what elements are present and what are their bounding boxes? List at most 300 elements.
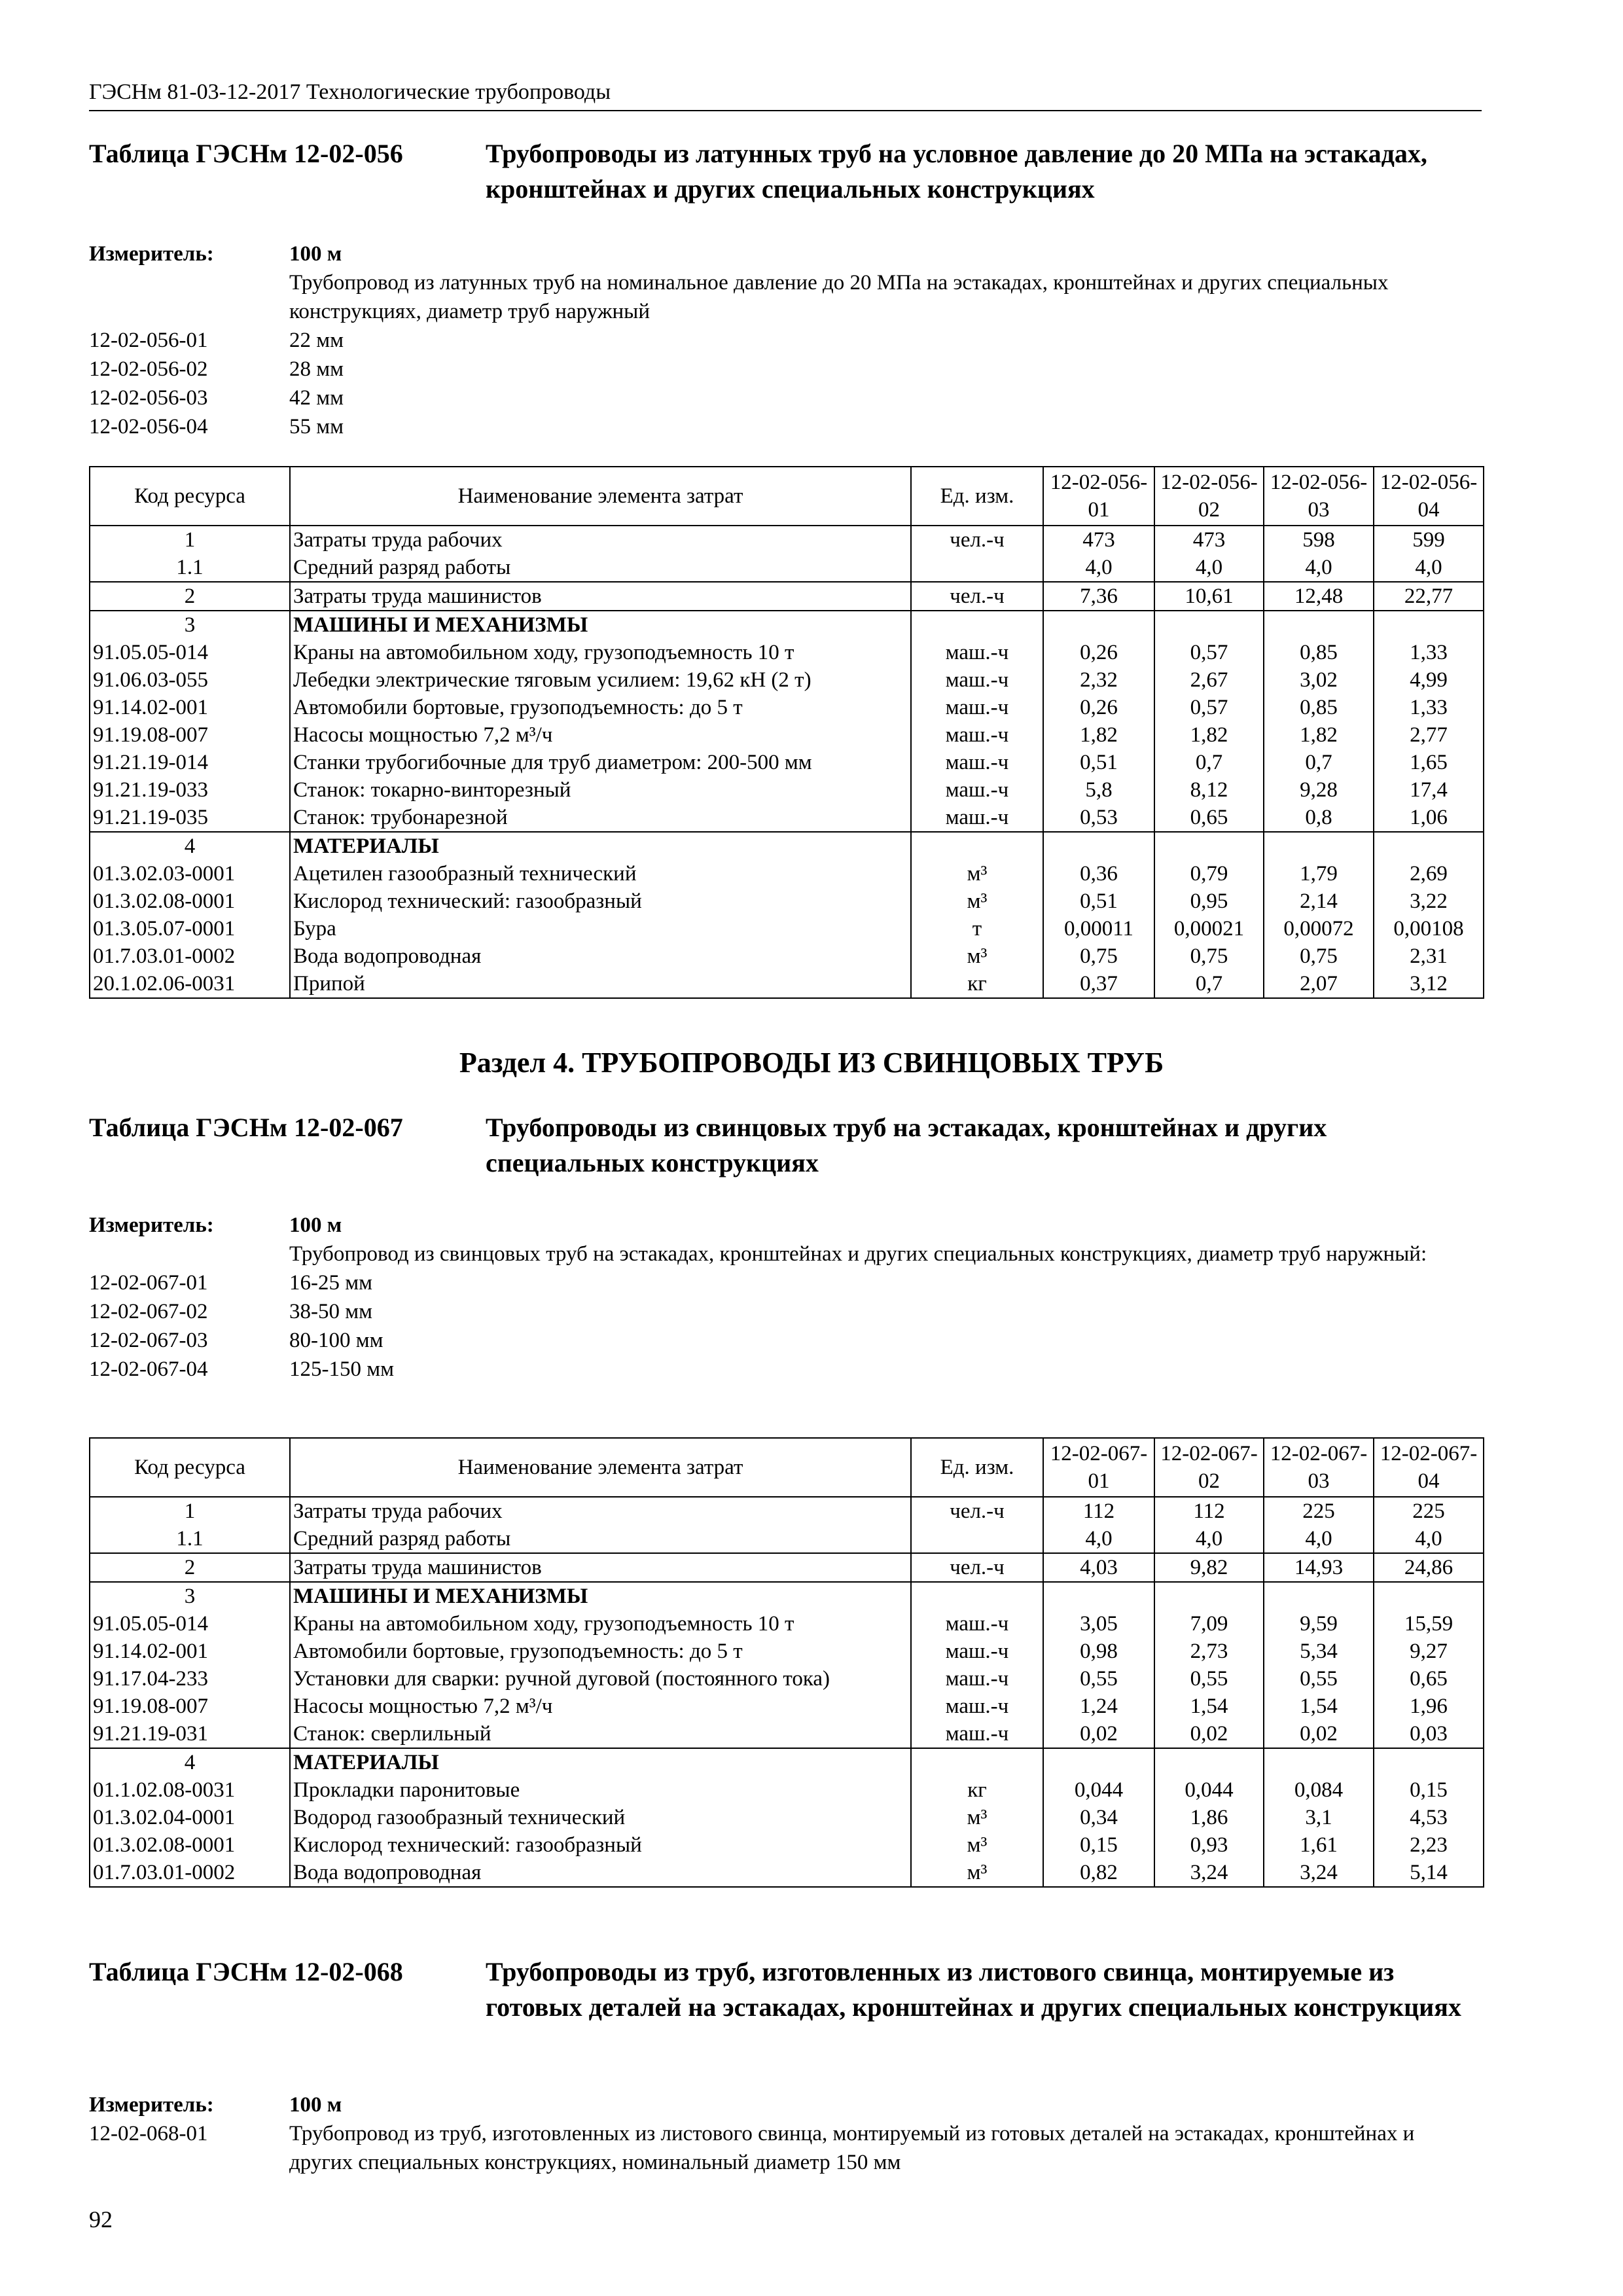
col-header-variant: 12-02-067-04 (1374, 1438, 1484, 1497)
col-header-unit: Ед. изм. (911, 467, 1043, 526)
value-cell: 4,53 (1374, 1804, 1484, 1831)
value-cell (1264, 1748, 1374, 1776)
table-row (90, 1497, 1484, 1525)
value-cell (1374, 1582, 1484, 1610)
value-cell: 0,02 (1154, 1720, 1264, 1748)
value-cell: 1,86 (1154, 1804, 1264, 1831)
unit-cell: кг (911, 1776, 1043, 1804)
table-row (90, 1748, 1484, 1776)
resource-code-cell: 01.1.02.08-0031 (90, 1776, 290, 1804)
unit-cell: маш.-ч (911, 1665, 1043, 1693)
value-cell: 0,75 (1264, 942, 1374, 970)
variant-value: 16-25 мм (289, 1271, 373, 1295)
value-cell: 3,24 (1154, 1859, 1264, 1887)
unit-cell: маш.-ч (911, 1720, 1043, 1748)
meter-description: Трубопровод из свинцовых труб на эстакадах, кронштейнах и других специальных конструкциях, диаметр труб наружный: (289, 1242, 1427, 1266)
table-row (90, 1804, 1484, 1831)
unit-cell (911, 1525, 1043, 1553)
running-header: ГЭСНм 81-03-12-2017 Технологические трубопроводы (89, 77, 1482, 111)
meter-label: Измеритель: (89, 2093, 214, 2117)
variant-code: 12-02-067-04 (89, 1357, 208, 1381)
value-cell (1043, 832, 1154, 860)
value-cell: 8,12 (1154, 776, 1264, 804)
resource-name-cell: Насосы мощностью 7,2 м³/ч (290, 1693, 911, 1720)
table-068-title: Трубопроводы из труб, изготовленных из листового свинца, монтируемые из готовых деталей на эстакадах, кронштейнах и других специальных конструкциях (486, 1957, 1461, 2022)
resource-name-cell: Затраты труда рабочих (290, 526, 911, 554)
resource-code-cell: 2 (90, 1553, 290, 1582)
value-cell (1043, 1582, 1154, 1610)
value-cell: 0,02 (1264, 1720, 1374, 1748)
unit-cell: маш.-ч (911, 721, 1043, 749)
table-067-meter (89, 1211, 1482, 1384)
value-cell: 3,12 (1374, 970, 1484, 998)
col-header-variant: 12-02-056-02 (1154, 467, 1264, 526)
value-cell: 10,61 (1154, 582, 1264, 611)
value-cell: 473 (1154, 526, 1264, 554)
value-cell: 0,85 (1264, 694, 1374, 721)
resource-name-cell: Станок: токарно-винторезный (290, 776, 911, 804)
unit-cell: маш.-ч (911, 749, 1043, 776)
table-header-row (90, 467, 1484, 526)
table-row (90, 1831, 1484, 1859)
value-cell: 112 (1154, 1497, 1264, 1525)
table-row (90, 942, 1484, 970)
value-cell (1154, 611, 1264, 639)
value-cell: 7,36 (1043, 582, 1154, 611)
value-cell: 4,0 (1374, 1525, 1484, 1553)
unit-cell (911, 832, 1043, 860)
value-cell: 1,54 (1154, 1693, 1264, 1720)
resource-code-cell: 2 (90, 582, 290, 611)
col-header-unit: Ед. изм. (911, 1438, 1043, 1497)
meter-value: 100 м (289, 242, 342, 266)
table-row (90, 1525, 1484, 1553)
unit-cell: маш.-ч (911, 694, 1043, 721)
value-cell: 4,0 (1264, 554, 1374, 582)
value-cell: 22,77 (1374, 582, 1484, 611)
value-cell: 4,99 (1374, 666, 1484, 694)
value-cell: 5,34 (1264, 1638, 1374, 1665)
resource-name-cell: Установки для сварки: ручной дуговой (постоянного тока) (290, 1665, 911, 1693)
value-cell: 0,7 (1264, 749, 1374, 776)
table-row (90, 915, 1484, 942)
section-title: Раздел 4. ТРУБОПРОВОДЫ ИЗ СВИНЦОВЫХ ТРУБ (459, 1047, 1164, 1079)
value-cell: 1,65 (1374, 749, 1484, 776)
table-row (90, 1776, 1484, 1804)
unit-cell: маш.-ч (911, 639, 1043, 666)
page-number: 92 (89, 2206, 113, 2233)
resource-code-cell: 91.19.08-007 (90, 721, 290, 749)
unit-cell: м³ (911, 860, 1043, 888)
col-header-code: Код ресурса (90, 1438, 290, 1497)
value-cell: 0,85 (1264, 639, 1374, 666)
value-cell: 1,82 (1154, 721, 1264, 749)
unit-cell: т (911, 915, 1043, 942)
table-row (90, 582, 1484, 611)
unit-cell (911, 611, 1043, 639)
value-cell: 1,82 (1043, 721, 1154, 749)
resource-name-cell: Насосы мощностью 7,2 м³/ч (290, 721, 911, 749)
resource-code-cell: 01.3.02.03-0001 (90, 860, 290, 888)
resource-name-cell: Бура (290, 915, 911, 942)
table-row (90, 804, 1484, 832)
value-cell: 2,73 (1154, 1638, 1264, 1665)
value-cell: 14,93 (1264, 1553, 1374, 1582)
unit-cell: маш.-ч (911, 666, 1043, 694)
variant-code: 12-02-067-03 (89, 1329, 208, 1352)
value-cell: 1,61 (1264, 1831, 1374, 1859)
value-cell (1154, 1582, 1264, 1610)
table-row (90, 1665, 1484, 1693)
value-cell: 2,69 (1374, 860, 1484, 888)
resource-code-cell: 4 (90, 1748, 290, 1776)
unit-cell: чел.-ч (911, 1497, 1043, 1525)
meter-description: Трубопровод из труб, изготовленных из листового свинца, монтируемый из готовых деталей на эстакадах, кронштейнах и других специальных конструкциях, номинальный диаметр 150 мм (289, 2122, 1415, 2174)
resource-name-cell: Станок: сверлильный (290, 1720, 911, 1748)
resource-table-056 (89, 466, 1484, 999)
variant-value: 28 мм (289, 357, 344, 381)
value-cell: 0,51 (1043, 888, 1154, 915)
resource-name-cell: Автомобили бортовые, грузоподъемность: до 5 т (290, 694, 911, 721)
resource-code-cell: 91.21.19-033 (90, 776, 290, 804)
resource-name-cell: МАТЕРИАЛЫ (290, 1748, 911, 1776)
value-cell: 2,67 (1154, 666, 1264, 694)
table-row (90, 526, 1484, 554)
table-row (90, 666, 1484, 694)
unit-cell (911, 1748, 1043, 1776)
resource-code-cell: 3 (90, 1582, 290, 1610)
value-cell: 3,24 (1264, 1859, 1374, 1887)
variant-code: 12-02-056-03 (89, 386, 208, 410)
value-cell (1043, 611, 1154, 639)
resource-name-cell: Припой (290, 970, 911, 998)
unit-cell: маш.-ч (911, 804, 1043, 832)
value-cell (1264, 832, 1374, 860)
value-cell: 0,57 (1154, 694, 1264, 721)
resource-code-cell: 4 (90, 832, 290, 860)
value-cell: 473 (1043, 526, 1154, 554)
resource-name-cell: МАТЕРИАЛЫ (290, 832, 911, 860)
table-row (90, 860, 1484, 888)
resource-code-cell: 1 (90, 526, 290, 554)
value-cell: 0,00108 (1374, 915, 1484, 942)
variant-code: 12-02-056-01 (89, 329, 208, 352)
resource-name-cell: Краны на автомобильном ходу, грузоподъемность 10 т (290, 1610, 911, 1638)
value-cell: 4,0 (1043, 1525, 1154, 1553)
resource-name-cell: Средний разряд работы (290, 554, 911, 582)
variant-value: 42 мм (289, 386, 344, 410)
value-cell: 0,53 (1043, 804, 1154, 832)
resource-code-cell: 01.3.02.04-0001 (90, 1804, 290, 1831)
resource-name-cell: Краны на автомобильном ходу, грузоподъемность 10 т (290, 639, 911, 666)
value-cell: 0,93 (1154, 1831, 1264, 1859)
resource-code-cell: 91.19.08-007 (90, 1693, 290, 1720)
value-cell: 2,77 (1374, 721, 1484, 749)
table-row (90, 1693, 1484, 1720)
resource-table-067 (89, 1437, 1484, 1888)
resource-name-cell: Прокладки паронитовые (290, 1776, 911, 1804)
col-header-name: Наименование элемента затрат (290, 467, 911, 526)
unit-cell: м³ (911, 1859, 1043, 1887)
col-header-code: Код ресурса (90, 467, 290, 526)
variant-value: 55 мм (289, 415, 344, 439)
value-cell: 0,79 (1154, 860, 1264, 888)
resource-code-cell: 1 (90, 1497, 290, 1525)
value-cell: 0,00011 (1043, 915, 1154, 942)
value-cell (1374, 611, 1484, 639)
resource-code-cell: 1.1 (90, 554, 290, 582)
unit-cell: кг (911, 970, 1043, 998)
value-cell: 4,0 (1154, 1525, 1264, 1553)
col-header-variant: 12-02-067-03 (1264, 1438, 1374, 1497)
resource-code-cell: 1.1 (90, 1525, 290, 1553)
table-body (90, 1497, 1484, 1887)
value-cell: 1,33 (1374, 694, 1484, 721)
value-cell: 15,59 (1374, 1610, 1484, 1638)
meter-value: 100 м (289, 1213, 342, 1237)
resource-code-cell: 01.7.03.01-0002 (90, 942, 290, 970)
col-header-variant: 12-02-056-03 (1264, 467, 1374, 526)
value-cell: 0,15 (1374, 1776, 1484, 1804)
resource-code-cell: 3 (90, 611, 290, 639)
value-cell (1264, 611, 1374, 639)
resource-name-cell: Водород газообразный технический (290, 1804, 911, 1831)
value-cell: 2,23 (1374, 1831, 1484, 1859)
value-cell: 4,0 (1264, 1525, 1374, 1553)
value-cell: 598 (1264, 526, 1374, 554)
table-row (90, 611, 1484, 639)
value-cell (1043, 1748, 1154, 1776)
table-row (90, 554, 1484, 582)
value-cell: 0,7 (1154, 970, 1264, 998)
value-cell: 9,59 (1264, 1610, 1374, 1638)
resource-code-cell: 91.21.19-035 (90, 804, 290, 832)
table-067-title: Трубопроводы из свинцовых труб на эстакадах, кронштейнах и других специальных конструкциях (486, 1113, 1327, 1177)
resource-code-cell: 91.21.19-014 (90, 749, 290, 776)
resource-code-cell: 91.17.04-233 (90, 1665, 290, 1693)
resource-code-cell: 01.3.05.07-0001 (90, 915, 290, 942)
table-row (90, 1610, 1484, 1638)
value-cell: 4,0 (1154, 554, 1264, 582)
resource-code-cell: 91.06.03-055 (90, 666, 290, 694)
resource-name-cell: Ацетилен газообразный технический (290, 860, 911, 888)
unit-cell: чел.-ч (911, 526, 1043, 554)
value-cell: 0,98 (1043, 1638, 1154, 1665)
meter-description: Трубопровод из латунных труб на номинальное давление до 20 МПа на эстакадах, кронштейнах и других специальных конструкциях, диаметр труб наружный (289, 271, 1389, 323)
value-cell: 1,82 (1264, 721, 1374, 749)
value-cell: 1,54 (1264, 1693, 1374, 1720)
value-cell: 9,27 (1374, 1638, 1484, 1665)
value-cell: 0,00072 (1264, 915, 1374, 942)
resource-name-cell: МАШИНЫ И МЕХАНИЗМЫ (290, 611, 911, 639)
table-067-code: Таблица ГЭСНм 12-02-067 (89, 1113, 403, 1142)
variant-value: 80-100 мм (289, 1329, 383, 1352)
table-row (90, 1582, 1484, 1610)
value-cell: 0,55 (1154, 1665, 1264, 1693)
value-cell: 0,57 (1154, 639, 1264, 666)
value-cell: 225 (1374, 1497, 1484, 1525)
value-cell: 4,0 (1374, 554, 1484, 582)
value-cell (1154, 832, 1264, 860)
value-cell: 1,96 (1374, 1693, 1484, 1720)
value-cell: 9,82 (1154, 1553, 1264, 1582)
value-cell: 0,26 (1043, 694, 1154, 721)
table-row (90, 1859, 1484, 1887)
value-cell: 0,15 (1043, 1831, 1154, 1859)
resource-name-cell: Вода водопроводная (290, 942, 911, 970)
value-cell: 0,8 (1264, 804, 1374, 832)
value-cell (1154, 1748, 1264, 1776)
resource-name-cell: Затраты труда рабочих (290, 1497, 911, 1525)
table-row (90, 639, 1484, 666)
resource-code-cell: 91.14.02-001 (90, 1638, 290, 1665)
col-header-variant: 12-02-067-02 (1154, 1438, 1264, 1497)
value-cell: 2,07 (1264, 970, 1374, 998)
value-cell: 0,084 (1264, 1776, 1374, 1804)
value-cell: 0,65 (1154, 804, 1264, 832)
value-cell: 112 (1043, 1497, 1154, 1525)
resource-code-cell: 91.21.19-031 (90, 1720, 290, 1748)
value-cell: 2,31 (1374, 942, 1484, 970)
value-cell: 0,26 (1043, 639, 1154, 666)
table-row (90, 694, 1484, 721)
resource-code-cell: 01.3.02.08-0001 (90, 888, 290, 915)
table-068-code: Таблица ГЭСНм 12-02-068 (89, 1957, 403, 1986)
variant-value: 38-50 мм (289, 1300, 373, 1323)
value-cell: 12,48 (1264, 582, 1374, 611)
resource-code-cell: 20.1.02.06-0031 (90, 970, 290, 998)
value-cell: 4,0 (1043, 554, 1154, 582)
col-header-variant: 12-02-067-01 (1043, 1438, 1154, 1497)
resource-name-cell: Станки трубогибочные для труб диаметром: 200-500 мм (290, 749, 911, 776)
unit-cell (911, 1582, 1043, 1610)
value-cell: 2,32 (1043, 666, 1154, 694)
table-row (90, 970, 1484, 998)
table-row (90, 1720, 1484, 1748)
table-068-meter (89, 2090, 1482, 2177)
unit-cell: чел.-ч (911, 1553, 1043, 1582)
value-cell: 225 (1264, 1497, 1374, 1525)
value-cell: 5,14 (1374, 1859, 1484, 1887)
value-cell: 0,02 (1043, 1720, 1154, 1748)
resource-name-cell: Кислород технический: газообразный (290, 1831, 911, 1859)
value-cell: 0,03 (1374, 1720, 1484, 1748)
table-056-meter (89, 240, 1482, 441)
value-cell: 9,28 (1264, 776, 1374, 804)
resource-name-cell: Затраты труда машинистов (290, 582, 911, 611)
value-cell: 24,86 (1374, 1553, 1484, 1582)
col-header-name: Наименование элемента затрат (290, 1438, 911, 1497)
value-cell: 0,044 (1154, 1776, 1264, 1804)
resource-name-cell: МАШИНЫ И МЕХАНИЗМЫ (290, 1582, 911, 1610)
value-cell: 0,51 (1043, 749, 1154, 776)
value-cell: 0,00021 (1154, 915, 1264, 942)
resource-name-cell: Станок: трубонарезной (290, 804, 911, 832)
col-header-variant: 12-02-056-01 (1043, 467, 1154, 526)
meter-label: Измеритель: (89, 242, 214, 266)
table-056-title: Трубопроводы из латунных труб на условное давление до 20 МПа на эстакадах, кронштейнах и других специальных конструкциях (486, 139, 1427, 204)
value-cell: 1,79 (1264, 860, 1374, 888)
value-cell: 0,044 (1043, 1776, 1154, 1804)
unit-cell: маш.-ч (911, 1610, 1043, 1638)
resource-code-cell: 01.3.02.08-0001 (90, 1831, 290, 1859)
table-056-code: Таблица ГЭСНм 12-02-056 (89, 139, 403, 168)
value-cell: 0,55 (1043, 1665, 1154, 1693)
resource-code-cell: 01.7.03.01-0002 (90, 1859, 290, 1887)
value-cell: 0,37 (1043, 970, 1154, 998)
value-cell (1374, 1748, 1484, 1776)
meter-value: 100 м (289, 2093, 342, 2117)
value-cell: 1,33 (1374, 639, 1484, 666)
table-row (90, 721, 1484, 749)
value-cell: 2,14 (1264, 888, 1374, 915)
unit-cell: маш.-ч (911, 776, 1043, 804)
resource-code-cell: 91.05.05-014 (90, 639, 290, 666)
variant-code: 12-02-068-01 (89, 2122, 208, 2145)
table-row (90, 749, 1484, 776)
value-cell: 0,65 (1374, 1665, 1484, 1693)
value-cell: 1,24 (1043, 1693, 1154, 1720)
value-cell: 3,1 (1264, 1804, 1374, 1831)
value-cell: 0,34 (1043, 1804, 1154, 1831)
unit-cell: маш.-ч (911, 1638, 1043, 1665)
value-cell (1264, 1582, 1374, 1610)
value-cell: 3,02 (1264, 666, 1374, 694)
value-cell: 7,09 (1154, 1610, 1264, 1638)
resource-name-cell: Средний разряд работы (290, 1525, 911, 1553)
unit-cell: м³ (911, 1804, 1043, 1831)
variant-code: 12-02-067-01 (89, 1271, 208, 1295)
value-cell: 0,36 (1043, 860, 1154, 888)
table-row (90, 888, 1484, 915)
value-cell: 4,03 (1043, 1553, 1154, 1582)
value-cell: 17,4 (1374, 776, 1484, 804)
value-cell: 0,75 (1154, 942, 1264, 970)
value-cell: 0,55 (1264, 1665, 1374, 1693)
unit-cell: м³ (911, 1831, 1043, 1859)
variant-code: 12-02-056-02 (89, 357, 208, 381)
unit-cell: маш.-ч (911, 1693, 1043, 1720)
value-cell: 0,95 (1154, 888, 1264, 915)
table-row (90, 1553, 1484, 1582)
value-cell: 599 (1374, 526, 1484, 554)
variant-value: 125-150 мм (289, 1357, 395, 1381)
unit-cell: м³ (911, 942, 1043, 970)
value-cell: 5,8 (1043, 776, 1154, 804)
resource-name-cell: Автомобили бортовые, грузоподъемность: до 5 т (290, 1638, 911, 1665)
meter-label: Измеритель: (89, 1213, 214, 1237)
resource-name-cell: Лебедки электрические тяговым усилием: 19,62 кН (2 т) (290, 666, 911, 694)
unit-cell: чел.-ч (911, 582, 1043, 611)
variant-code: 12-02-056-04 (89, 415, 208, 439)
resource-code-cell: 91.14.02-001 (90, 694, 290, 721)
col-header-variant: 12-02-056-04 (1374, 467, 1484, 526)
value-cell: 3,22 (1374, 888, 1484, 915)
resource-code-cell: 91.05.05-014 (90, 1610, 290, 1638)
value-cell: 3,05 (1043, 1610, 1154, 1638)
value-cell: 0,7 (1154, 749, 1264, 776)
value-cell: 0,75 (1043, 942, 1154, 970)
table-body (90, 526, 1484, 998)
resource-name-cell: Затраты труда машинистов (290, 1553, 911, 1582)
table-row (90, 776, 1484, 804)
variant-code: 12-02-067-02 (89, 1300, 208, 1323)
resource-name-cell: Вода водопроводная (290, 1859, 911, 1887)
resource-name-cell: Кислород технический: газообразный (290, 888, 911, 915)
table-header-row (90, 1438, 1484, 1497)
unit-cell: м³ (911, 888, 1043, 915)
unit-cell (911, 554, 1043, 582)
